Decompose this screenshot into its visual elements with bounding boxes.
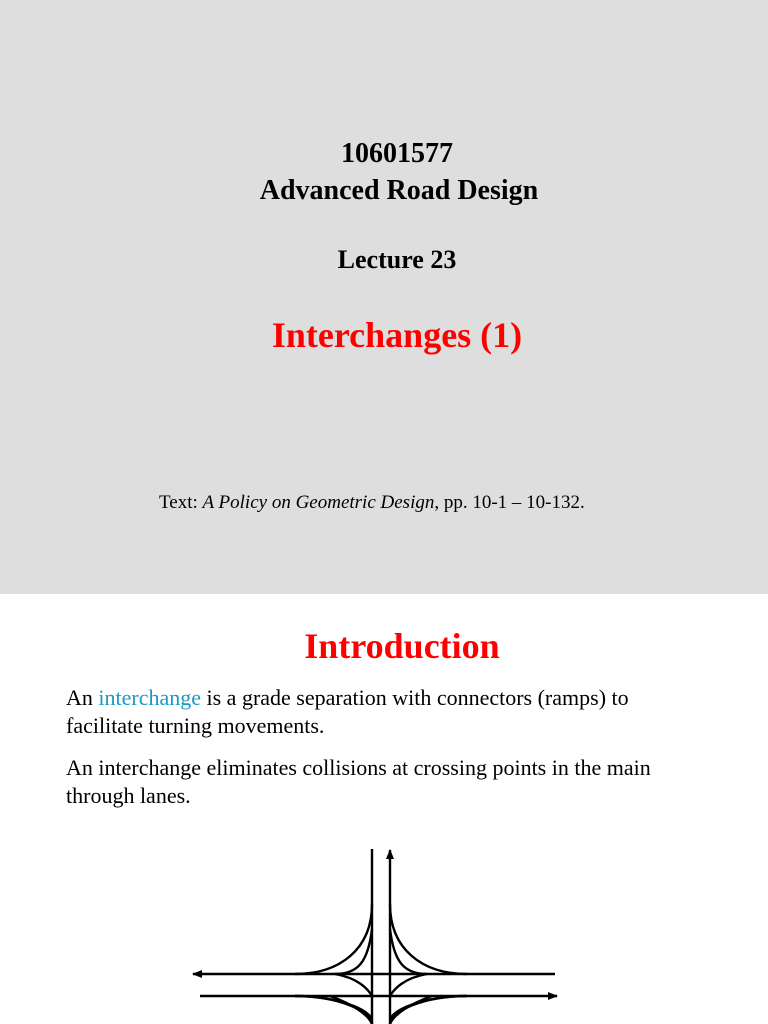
lecture-number: Lecture 23 <box>337 245 457 274</box>
paragraph-definition <box>66 684 706 740</box>
outer-connector <box>390 996 467 1019</box>
outer-connector <box>295 996 372 1019</box>
para1-before: An <box>66 685 99 710</box>
paragraph-benefit: An interchange eliminates collisions at crossing points in the main through lanes. <box>66 755 651 808</box>
text-ref-prefix: Text: <box>159 492 203 513</box>
textbook-reference <box>159 491 585 515</box>
introduction-slide <box>0 594 768 1024</box>
course-code: 10601577 <box>341 138 453 169</box>
course-title: Advanced Road Design <box>259 175 539 206</box>
text-ref-book: A Policy on Geometric Design <box>202 492 435 513</box>
lecture-topic: Interchanges (1) <box>271 315 523 355</box>
highlighted-term: interchange <box>98 685 201 710</box>
text-ref-suffix: , pp. 10-1 – 10-132. <box>434 492 585 513</box>
slide-heading: Introduction <box>304 626 500 666</box>
para1-after: is a grade separation with connectors (ramps) to facilitate turning movements. <box>66 685 629 738</box>
cloverleaf-interchange-diagram <box>180 844 580 1024</box>
